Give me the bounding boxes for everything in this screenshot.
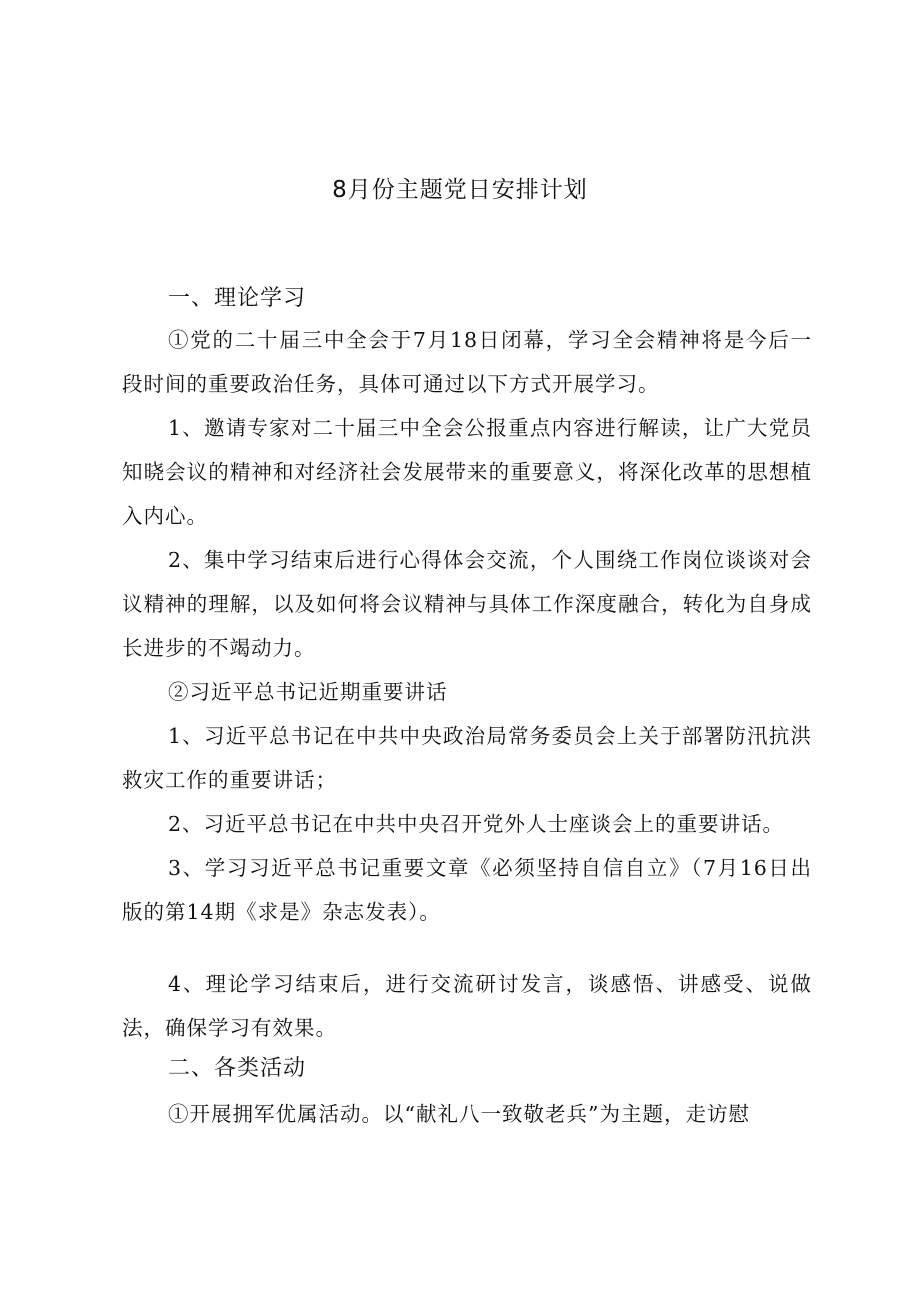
document-title: 8月份主题党日安排计划 (332, 177, 588, 203)
paragraph-flood-speech: 1、习近平总书记在中共中央政治局常务委员会上关于部署防汛抗洪救灾工作的重要讲话； (122, 724, 812, 792)
paragraph-qiushi-article: 3、学习习近平总书记重要文章《必须坚持自信自立》（7月16日出版的第14期《求是》杂志发表）。 (122, 856, 812, 924)
paragraph-plenum-intro: ①党的二十届三中全会于7月18日闭幕，学习全会精神将是今后一段时间的重要政治任务，具体可通过以下方式开展学习。 (122, 328, 812, 396)
section-heading-theory-study: 一、理论学习 (168, 286, 307, 311)
paragraph-military-support: ①开展拥军优属活动。以“献礼八一致敬老兵”为主题，走访慰 (168, 1102, 750, 1126)
paragraph-expert-lecture: 1、邀请专家对二十届三中全会公报重点内容进行解读，让广大党员知晓会议的精神和对经济社会发展带来的重要意义，将深化改革的思想植入内心。 (122, 416, 812, 528)
paragraph-discussion: 4、理论学习结束后，进行交流研讨发言，谈感悟、讲感受、说做法，确保学习有效果。 (122, 972, 812, 1040)
paragraph-experience-exchange: 2、集中学习结束后进行心得体会交流，个人围绕工作岗位谈谈对会议精神的理解，以及如何将会议精神与具体工作深度融合，转化为自身成长进步的不竭动力。 (122, 548, 812, 660)
paragraph-symposium-speech: 2、习近平总书记在中共中央召开党外人士座谈会上的重要讲话。 (168, 812, 785, 836)
section-heading-activities: 二、各类活动 (168, 1056, 307, 1081)
paragraph-speeches-heading: ②习近平总书记近期重要讲话 (168, 680, 448, 704)
